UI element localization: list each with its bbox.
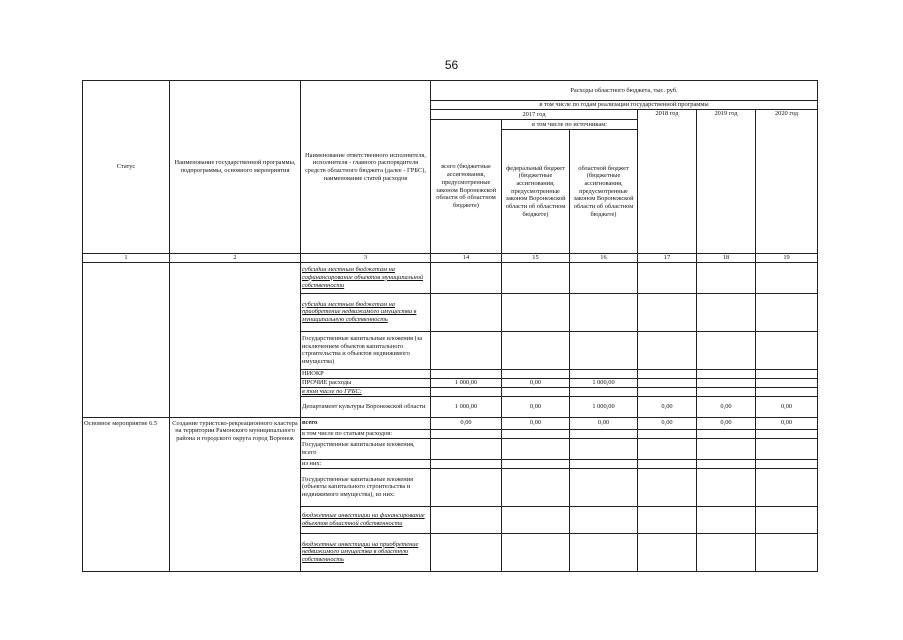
value-cell: [502, 369, 570, 378]
header-col-federal: федеральный бюджет (бюджетные ассигнования, предусмотренные законом Воронежской области об областном бюджете): [502, 130, 570, 254]
header-status: Статус: [83, 81, 170, 254]
column-number: 1: [83, 254, 170, 263]
value-cell: [431, 459, 502, 468]
value-cell: [638, 387, 697, 396]
value-cell: [570, 533, 638, 571]
value-cell: [756, 459, 818, 468]
column-number: 19: [756, 254, 818, 263]
value-cell: [431, 429, 502, 438]
value-cell: [697, 468, 756, 506]
value-cell: 0,00: [502, 417, 570, 429]
value-cell: [756, 387, 818, 396]
value-cell: [570, 438, 638, 459]
row-label: субсидии местным бюджетам на софинансирование объектов муниципальной собственности: [301, 262, 431, 293]
row-label: НИОКР: [301, 369, 431, 378]
value-cell: [431, 438, 502, 459]
status-cell: [83, 262, 170, 417]
value-cell: [570, 459, 638, 468]
value-cell: [502, 506, 570, 533]
budget-table: [82, 80, 818, 572]
program-name-cell: Создание туристско-рекреационного кластера на территории Рамонского муниципального района и городского округа город Воронеж: [170, 417, 301, 571]
row-label: бюджетные инвестиции на приобретение недвижимого имущества в областную собственность: [301, 533, 431, 571]
value-cell: [756, 331, 818, 369]
value-cell: [502, 262, 570, 293]
value-cell: 0,00: [756, 417, 818, 429]
value-cell: [638, 429, 697, 438]
value-cell: [570, 468, 638, 506]
value-cell: [697, 459, 756, 468]
row-label: Государственные капитальные вложения (за исключением объектов капитального строительства и объектов недвижимого имущества): [301, 331, 431, 369]
row-label: в том числе по статьям расходов:: [301, 429, 431, 438]
value-cell: 0,00: [570, 417, 638, 429]
value-cell: [502, 459, 570, 468]
value-cell: [697, 331, 756, 369]
column-number: 3: [301, 254, 431, 263]
value-cell: [570, 369, 638, 378]
value-cell: [502, 429, 570, 438]
row-label: Департамент культуры Воронежской области: [301, 396, 431, 417]
value-cell: [431, 369, 502, 378]
header-by-sources: в том числе по источникам:: [502, 120, 638, 130]
column-number: 17: [638, 254, 697, 263]
header-program-name: Наименование государственной программы, подпрограммы, основного мероприятия: [170, 81, 301, 254]
value-cell: [697, 429, 756, 438]
value-cell: [570, 429, 638, 438]
value-cell: 0,00: [502, 378, 570, 387]
value-cell: [756, 438, 818, 459]
row-label: из них:: [301, 459, 431, 468]
value-cell: [697, 378, 756, 387]
value-cell: [756, 262, 818, 293]
value-cell: [756, 533, 818, 571]
value-cell: [570, 262, 638, 293]
header-executor-name: Наименование ответственного исполнителя, исполнителя - главного распорядителя средств областного бюджета (далее - ГРБС), наименование статей расходов: [301, 81, 431, 254]
column-number: 14: [431, 254, 502, 263]
value-cell: [756, 293, 818, 331]
value-cell: [431, 387, 502, 396]
value-cell: [756, 378, 818, 387]
value-cell: [638, 378, 697, 387]
value-cell: 1 000,00: [570, 396, 638, 417]
value-cell: [638, 506, 697, 533]
value-cell: 0,00: [697, 417, 756, 429]
table-row: [83, 417, 818, 429]
value-cell: [756, 429, 818, 438]
value-cell: [502, 387, 570, 396]
header-col-total: всего (бюджетные ассигнования, предусмотренные законом Воронежской области об областном бюджете): [431, 120, 502, 254]
value-cell: [431, 293, 502, 331]
value-cell: [638, 262, 697, 293]
table-row: [83, 262, 818, 293]
value-cell: [638, 369, 697, 378]
column-number: 15: [502, 254, 570, 263]
row-label: всего: [301, 417, 431, 429]
value-cell: 0,00: [638, 417, 697, 429]
row-label: Государственные капитальные вложения, всего: [301, 438, 431, 459]
header-year-2019: 2019 год: [697, 110, 756, 254]
header-year-2020: 2020 год: [756, 110, 818, 254]
header-year-2017: 2017 год: [431, 110, 638, 120]
value-cell: [697, 387, 756, 396]
row-label: ПРОЧИЕ расходы: [301, 378, 431, 387]
row-label: субсидии местным бюджетам на приобретение недвижимого имущества в муниципальную собственность: [301, 293, 431, 331]
value-cell: [697, 438, 756, 459]
header-by-years: в том числе по годам реализации государственной программы: [431, 101, 818, 110]
value-cell: [431, 331, 502, 369]
value-cell: [431, 533, 502, 571]
value-cell: [638, 331, 697, 369]
column-number: 2: [170, 254, 301, 263]
value-cell: [756, 369, 818, 378]
page-number: 56: [444, 58, 459, 72]
value-cell: [697, 369, 756, 378]
value-cell: [638, 468, 697, 506]
value-cell: [502, 293, 570, 331]
row-label: в том числе по ГРБС:: [301, 387, 431, 396]
row-label: Государственные капитальные вложения (объекты капитального строительства и недвижимого имущества), из них:: [301, 468, 431, 506]
value-cell: [697, 533, 756, 571]
column-number: 16: [570, 254, 638, 263]
value-cell: [502, 331, 570, 369]
row-label: бюджетные инвестиции на финансирование объектов областной собственности: [301, 506, 431, 533]
column-number: 18: [697, 254, 756, 263]
value-cell: [502, 468, 570, 506]
value-cell: 0,00: [431, 417, 502, 429]
value-cell: 1 000,00: [431, 396, 502, 417]
value-cell: [697, 262, 756, 293]
column-numbers-row: [83, 254, 818, 263]
value-cell: [431, 506, 502, 533]
value-cell: [570, 331, 638, 369]
value-cell: 0,00: [502, 396, 570, 417]
value-cell: [570, 293, 638, 331]
header-budget-title: Расходы областного бюджета, тыс. руб.: [431, 81, 818, 101]
value-cell: 0,00: [638, 396, 697, 417]
value-cell: [697, 293, 756, 331]
value-cell: [756, 468, 818, 506]
program-name-cell: [170, 262, 301, 417]
value-cell: [756, 506, 818, 533]
value-cell: [697, 506, 756, 533]
value-cell: 0,00: [697, 396, 756, 417]
header-year-2018: 2018 год: [638, 110, 697, 254]
value-cell: [638, 438, 697, 459]
value-cell: [638, 459, 697, 468]
value-cell: [638, 293, 697, 331]
value-cell: [431, 468, 502, 506]
value-cell: 0,00: [756, 396, 818, 417]
value-cell: [570, 387, 638, 396]
value-cell: [638, 533, 697, 571]
value-cell: 1 000,00: [431, 378, 502, 387]
status-cell: Основное мероприятие 6.5: [83, 417, 170, 571]
value-cell: [570, 506, 638, 533]
value-cell: [431, 262, 502, 293]
header-col-regional: областной бюджет (бюджетные ассигнования, предусмотренные законом Воронежской области об областном бюджете): [570, 130, 638, 254]
value-cell: 1 000,00: [570, 378, 638, 387]
value-cell: [502, 438, 570, 459]
value-cell: [502, 533, 570, 571]
